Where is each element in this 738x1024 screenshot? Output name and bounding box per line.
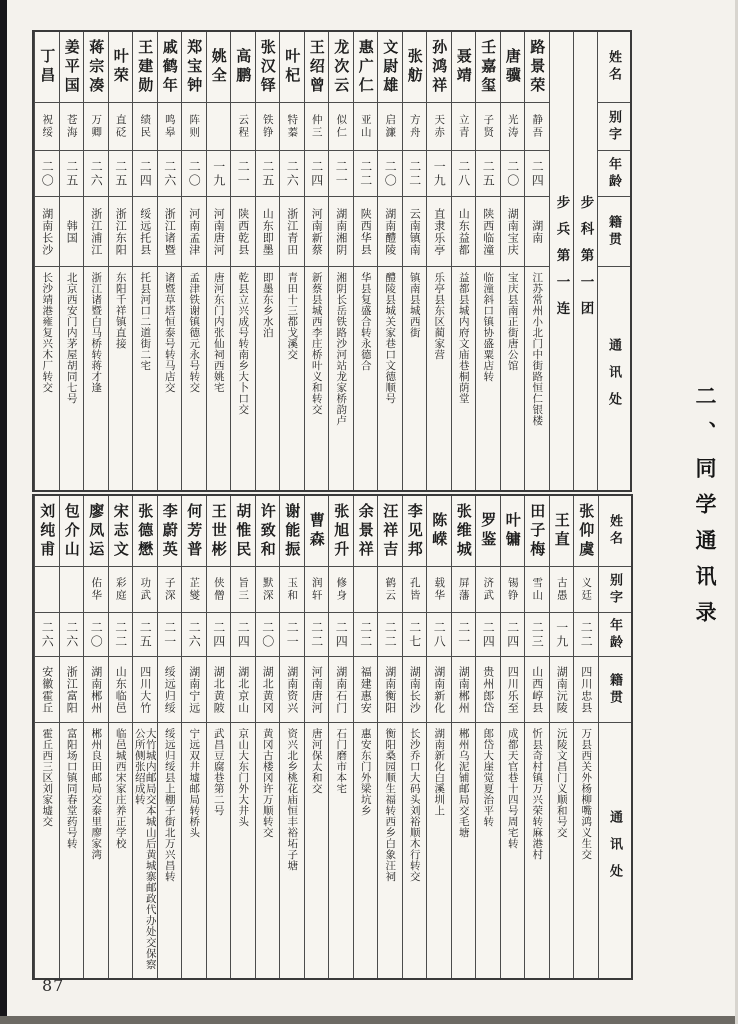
person-name: 蒋宗凑 bbox=[87, 38, 106, 96]
header-courtesy: 别字 bbox=[599, 566, 631, 612]
person-address: 武昌豆腐巷第二号 bbox=[207, 722, 231, 978]
person-address: 万县西关外杨柳嘴鸿义生交 bbox=[574, 722, 598, 978]
person-name: 张舫 bbox=[405, 48, 424, 86]
person-age: 二二 bbox=[354, 612, 378, 656]
person-address: 即墨东乡水泊 bbox=[256, 266, 280, 490]
person-origin: 湖南郴州 bbox=[84, 656, 108, 722]
person-origin: 浙江浦江 bbox=[84, 196, 108, 266]
person-column bbox=[524, 32, 549, 490]
person-column bbox=[279, 32, 304, 490]
person-name: 文尉雄 bbox=[381, 38, 400, 96]
person-origin: 湖南资兴 bbox=[280, 656, 304, 722]
person-address: 沅陵文昌门义顺和号交 bbox=[550, 722, 574, 978]
person-column bbox=[206, 496, 231, 978]
person-age: 二一 bbox=[452, 612, 476, 656]
person-origin: 云南镇南 bbox=[403, 196, 427, 266]
person-age: 二〇 bbox=[501, 150, 525, 196]
person-age: 二六 bbox=[84, 150, 108, 196]
person-age: 二六 bbox=[60, 612, 84, 656]
page-number: 87 bbox=[42, 976, 65, 995]
person-column bbox=[83, 32, 108, 490]
person-origin: 河南唐河 bbox=[305, 656, 329, 722]
person-origin: 湖北黄冈 bbox=[256, 656, 280, 722]
scan-edge-bottom bbox=[0, 1016, 738, 1024]
top-header-column bbox=[597, 32, 630, 490]
person-name: 宋志文 bbox=[111, 502, 130, 560]
header-origin: 籍贯 bbox=[599, 656, 631, 722]
person-name: 王绍曾 bbox=[307, 38, 326, 96]
person-origin: 湖南新化 bbox=[427, 656, 451, 722]
person-name: 谢能振 bbox=[283, 502, 302, 560]
person-column bbox=[206, 32, 231, 490]
person-name: 廖凤运 bbox=[87, 502, 106, 560]
person-courtesy-name: 鸣皋 bbox=[158, 102, 182, 150]
person-name: 张旭升 bbox=[332, 502, 351, 560]
person-column bbox=[181, 32, 206, 490]
bottom-roster-table bbox=[32, 494, 633, 980]
person-address: 宁远双井墟邮局转桥头 bbox=[182, 722, 206, 978]
person-address: 唐河东门内张仙祠西姚宅 bbox=[207, 266, 231, 490]
person-column bbox=[255, 32, 280, 490]
person-age: 二六 bbox=[280, 150, 304, 196]
person-column bbox=[59, 496, 84, 978]
person-address: 湘阴长岳铁路沙河站龙家桥韵卢 bbox=[329, 266, 353, 490]
person-column bbox=[353, 496, 378, 978]
person-age: 二五 bbox=[109, 150, 133, 196]
person-origin: 山东即墨 bbox=[256, 196, 280, 266]
person-courtesy-name: 锡铮 bbox=[501, 566, 525, 612]
person-courtesy-name: 亚山 bbox=[354, 102, 378, 150]
person-address: 浙江诸暨白马桥转蒋才逢 bbox=[84, 266, 108, 490]
person-name: 汪祥吉 bbox=[381, 502, 400, 560]
person-address: 衡阳桑园顺生福转西乡白象汪祠 bbox=[378, 722, 402, 978]
person-column bbox=[157, 32, 182, 490]
person-column bbox=[328, 496, 353, 978]
person-origin: 绥远归绥 bbox=[158, 656, 182, 722]
person-origin: 浙江东阳 bbox=[109, 196, 133, 266]
person-address: 富阳场口镇同春堂药号转 bbox=[60, 722, 84, 978]
person-age: 二三 bbox=[525, 612, 549, 656]
person-age: 二六 bbox=[35, 612, 59, 656]
person-courtesy-name bbox=[35, 566, 59, 612]
person-courtesy-name: 载华 bbox=[427, 566, 451, 612]
person-address: 石门磨市本宅 bbox=[329, 722, 353, 978]
person-age: 二〇 bbox=[256, 612, 280, 656]
scan-edge-left bbox=[0, 0, 7, 1024]
person-name: 路景荣 bbox=[528, 38, 547, 96]
person-address: 华县复盛合转永德合 bbox=[354, 266, 378, 490]
person-name: 叶杞 bbox=[283, 48, 302, 86]
person-courtesy-name: 鹤云 bbox=[378, 566, 402, 612]
person-age: 二四 bbox=[476, 612, 500, 656]
person-column bbox=[304, 496, 329, 978]
person-origin: 湖南醴陵 bbox=[378, 196, 402, 266]
bottom-header-column bbox=[598, 496, 631, 978]
person-address: 醴陵县城关家巷口文德顺号 bbox=[378, 266, 402, 490]
person-name: 田子梅 bbox=[528, 502, 547, 560]
person-name: 余景祥 bbox=[356, 502, 375, 560]
unit-column-regiment bbox=[573, 32, 597, 490]
person-age: 一九 bbox=[427, 150, 451, 196]
person-age: 二二 bbox=[109, 612, 133, 656]
person-name: 许致和 bbox=[258, 502, 277, 560]
person-origin: 湖北京山 bbox=[231, 656, 255, 722]
person-origin: 陕西临潼 bbox=[476, 196, 500, 266]
person-age: 二八 bbox=[452, 150, 476, 196]
person-courtesy-name: 默深 bbox=[256, 566, 280, 612]
person-courtesy-name: 绩民 bbox=[133, 102, 157, 150]
person-column bbox=[157, 496, 182, 978]
person-column bbox=[83, 496, 108, 978]
person-courtesy-name: 义廷 bbox=[574, 566, 598, 612]
person-courtesy-name: 孔皆 bbox=[403, 566, 427, 612]
person-name: 王建勋 bbox=[136, 38, 155, 96]
person-name: 郑宝钟 bbox=[185, 38, 204, 96]
person-origin: 四川大竹 bbox=[133, 656, 157, 722]
person-address: 诸暨草塔恒泰号转马店交 bbox=[158, 266, 182, 490]
person-name: 戚鹤年 bbox=[160, 38, 179, 96]
person-age: 二五 bbox=[60, 150, 84, 196]
header-courtesy: 别字 bbox=[598, 102, 630, 150]
person-column bbox=[377, 32, 402, 490]
person-origin: 浙江富阳 bbox=[60, 656, 84, 722]
person-courtesy-name: 仲三 bbox=[305, 102, 329, 150]
person-address: 京山大东门外大井头 bbox=[231, 722, 255, 978]
person-courtesy-name: 润轩 bbox=[305, 566, 329, 612]
top-roster-table bbox=[32, 30, 632, 492]
person-column bbox=[377, 496, 402, 978]
person-name: 叶荣 bbox=[111, 48, 130, 86]
person-age: 一九 bbox=[207, 150, 231, 196]
person-address: 长沙靖港雍复兴木厂转交 bbox=[35, 266, 59, 490]
person-origin: 韩国 bbox=[60, 196, 84, 266]
person-column bbox=[132, 496, 157, 978]
person-age: 二四 bbox=[501, 612, 525, 656]
person-origin: 陕西乾县 bbox=[231, 196, 255, 266]
person-column bbox=[426, 32, 451, 490]
person-courtesy-name: 屏藩 bbox=[452, 566, 476, 612]
person-origin: 河南孟津 bbox=[182, 196, 206, 266]
person-address: 临潼斜口镇协盛粟店转 bbox=[476, 266, 500, 490]
person-courtesy-name: 万卿 bbox=[84, 102, 108, 150]
header-address: 通讯处 bbox=[598, 266, 630, 490]
person-origin: 湖南宁远 bbox=[182, 656, 206, 722]
person-name: 聂靖 bbox=[454, 48, 473, 86]
person-address: 郴州良田邮局交泰里廖家湾 bbox=[84, 722, 108, 978]
person-age: 二一 bbox=[280, 612, 304, 656]
person-courtesy-name bbox=[207, 102, 231, 150]
person-courtesy-name: 云程 bbox=[231, 102, 255, 150]
header-age: 年龄 bbox=[598, 150, 630, 196]
person-age: 二一 bbox=[231, 150, 255, 196]
person-courtesy-name: 子深 bbox=[158, 566, 182, 612]
person-origin: 湖南长沙 bbox=[35, 196, 59, 266]
person-address: 郎岱大崖觉夏治平转 bbox=[476, 722, 500, 978]
person-courtesy-name bbox=[354, 566, 378, 612]
person-origin: 山东益都 bbox=[452, 196, 476, 266]
person-address: 孟津铁谢镇德元永号转交 bbox=[182, 266, 206, 490]
person-address: 乐亭县东区蔺家营 bbox=[427, 266, 451, 490]
person-courtesy-name: 芷燮 bbox=[182, 566, 206, 612]
person-name: 曹森 bbox=[307, 512, 326, 550]
person-name: 叶镛 bbox=[503, 512, 522, 550]
person-origin: 河南唐河 bbox=[207, 196, 231, 266]
person-courtesy-name: 修身 bbox=[329, 566, 353, 612]
person-address: 长沙乔口大码头刘裕顺木行转交 bbox=[403, 722, 427, 978]
person-name: 李蔚英 bbox=[160, 502, 179, 560]
person-name: 何芳普 bbox=[185, 502, 204, 560]
person-courtesy-name: 苍海 bbox=[60, 102, 84, 150]
person-name: 李见邦 bbox=[405, 502, 424, 560]
header-address: 通讯处 bbox=[599, 722, 631, 978]
person-courtesy-name: 功武 bbox=[133, 566, 157, 612]
person-origin: 河南新蔡 bbox=[305, 196, 329, 266]
header-age: 年龄 bbox=[599, 612, 631, 656]
person-age: 二〇 bbox=[35, 150, 59, 196]
person-age: 二八 bbox=[427, 612, 451, 656]
person-address: 资兴北乡桃花庙恒丰裕坧子塘 bbox=[280, 722, 304, 978]
person-address: 乾县立兴成号转南乡大卜口交 bbox=[231, 266, 255, 490]
person-address: 青田十三都戈溪交 bbox=[280, 266, 304, 490]
person-origin: 四川乐至 bbox=[501, 656, 525, 722]
person-address: 江苏常州小北门中街路恒仁银楼 bbox=[525, 266, 549, 490]
person-column bbox=[230, 32, 255, 490]
person-column bbox=[230, 496, 255, 978]
person-column bbox=[132, 32, 157, 490]
person-address: 唐河保太和交 bbox=[305, 722, 329, 978]
person-courtesy-name: 侠僧 bbox=[207, 566, 231, 612]
person-age: 二四 bbox=[133, 150, 157, 196]
person-address: 托县河口二道街二宅 bbox=[133, 266, 157, 490]
person-courtesy-name: 立青 bbox=[452, 102, 476, 150]
person-column bbox=[402, 496, 427, 978]
person-address: 绥远归绥县上棚子街北万兴昌转 bbox=[158, 722, 182, 978]
person-age: 二六 bbox=[158, 150, 182, 196]
person-courtesy-name: 似仁 bbox=[329, 102, 353, 150]
person-courtesy-name: 静吾 bbox=[525, 102, 549, 150]
person-courtesy-name: 彩庭 bbox=[109, 566, 133, 612]
person-column bbox=[451, 496, 476, 978]
person-origin: 山东临邑 bbox=[109, 656, 133, 722]
person-courtesy-name: 特蓁 bbox=[280, 102, 304, 150]
person-origin: 四川忠县 bbox=[574, 656, 598, 722]
unit-company-label: 步兵第一连 bbox=[553, 194, 570, 328]
header-origin: 籍贯 bbox=[598, 196, 630, 266]
person-age: 二二 bbox=[403, 150, 427, 196]
person-address: 湖南新化白溪圳上 bbox=[427, 722, 451, 978]
person-age: 二一 bbox=[329, 150, 353, 196]
person-origin: 山西崞县 bbox=[525, 656, 549, 722]
person-age: 二〇 bbox=[378, 150, 402, 196]
person-name: 张仰虞 bbox=[577, 502, 596, 560]
person-courtesy-name: 方舟 bbox=[403, 102, 427, 150]
person-address: 郴州乌泥铺邮局交毛塘 bbox=[452, 722, 476, 978]
person-age: 二〇 bbox=[182, 150, 206, 196]
unit-regiment-label: 步科第一团 bbox=[577, 194, 594, 328]
person-courtesy-name: 玉和 bbox=[280, 566, 304, 612]
person-origin: 湖南 bbox=[525, 196, 549, 266]
person-name: 唐骥 bbox=[503, 48, 522, 86]
person-origin: 浙江诸暨 bbox=[158, 196, 182, 266]
person-name: 张维城 bbox=[454, 502, 473, 560]
person-courtesy-name: 雪山 bbox=[525, 566, 549, 612]
person-column bbox=[475, 496, 500, 978]
person-column bbox=[549, 496, 574, 978]
person-origin: 福建惠安 bbox=[354, 656, 378, 722]
person-column bbox=[402, 32, 427, 490]
person-name: 张汉铎 bbox=[258, 38, 277, 96]
person-origin: 湖南石门 bbox=[329, 656, 353, 722]
person-name: 张德懋 bbox=[136, 502, 155, 560]
person-address: 黄冈古楼冈许万顺转交 bbox=[256, 722, 280, 978]
person-address: 成都天官巷十四号周宅转 bbox=[501, 722, 525, 978]
person-name: 姚全 bbox=[209, 48, 228, 86]
person-name: 壬嘉玺 bbox=[479, 38, 498, 96]
person-courtesy-name: 佑华 bbox=[84, 566, 108, 612]
person-address: 益都县城内府文庙巷桐荫堂 bbox=[452, 266, 476, 490]
person-origin: 浙江青田 bbox=[280, 196, 304, 266]
person-column bbox=[475, 32, 500, 490]
person-origin: 湖南宝庆 bbox=[501, 196, 525, 266]
person-column bbox=[500, 496, 525, 978]
section-title: 二、同学通讯录 bbox=[693, 385, 718, 637]
person-column bbox=[255, 496, 280, 978]
person-name: 包介山 bbox=[62, 502, 81, 560]
person-age: 二二 bbox=[354, 150, 378, 196]
person-age: 二五 bbox=[256, 150, 280, 196]
person-column bbox=[34, 32, 59, 490]
header-name: 姓名 bbox=[606, 50, 621, 84]
person-column bbox=[500, 32, 525, 490]
person-age: 二二 bbox=[305, 612, 329, 656]
person-courtesy-name: 天赤 bbox=[427, 102, 451, 150]
person-name: 姜平国 bbox=[62, 38, 81, 96]
unit-column-company bbox=[549, 32, 573, 490]
person-name: 王世彬 bbox=[209, 502, 228, 560]
person-courtesy-name: 旨三 bbox=[231, 566, 255, 612]
person-address: 镇南县城西街 bbox=[403, 266, 427, 490]
person-age: 二四 bbox=[207, 612, 231, 656]
person-name: 王直 bbox=[552, 512, 571, 550]
person-origin: 直隶乐亭 bbox=[427, 196, 451, 266]
person-column bbox=[524, 496, 549, 978]
person-name: 孙鸿祥 bbox=[430, 38, 449, 96]
person-courtesy-name bbox=[60, 566, 84, 612]
person-column bbox=[279, 496, 304, 978]
person-column bbox=[108, 32, 133, 490]
person-origin: 湖南衡阳 bbox=[378, 656, 402, 722]
person-column bbox=[304, 32, 329, 490]
person-address: 大竹城内邮局交本城山后黄城寨邮政代办处交保察公所侧张绍成转 bbox=[133, 722, 157, 978]
person-origin: 湖南长沙 bbox=[403, 656, 427, 722]
person-address: 新蔡县城西李庄桥叶义和转交 bbox=[305, 266, 329, 490]
person-courtesy-name: 阵则 bbox=[182, 102, 206, 150]
person-courtesy-name: 济武 bbox=[476, 566, 500, 612]
person-age: 二二 bbox=[574, 612, 598, 656]
person-name: 罗鉴 bbox=[479, 512, 498, 550]
person-origin: 贵州郎岱 bbox=[476, 656, 500, 722]
person-courtesy-name: 古愚 bbox=[550, 566, 574, 612]
person-origin: 安徽霍丘 bbox=[35, 656, 59, 722]
person-origin: 绥远托县 bbox=[133, 196, 157, 266]
person-name: 龙次云 bbox=[332, 38, 351, 96]
person-column bbox=[328, 32, 353, 490]
person-age: 二六 bbox=[182, 612, 206, 656]
person-column bbox=[353, 32, 378, 490]
person-name: 胡惟民 bbox=[234, 502, 253, 560]
person-name: 惠广仁 bbox=[356, 38, 375, 96]
person-age: 二二 bbox=[378, 612, 402, 656]
person-name: 高鹏 bbox=[234, 48, 253, 86]
person-age: 二〇 bbox=[84, 612, 108, 656]
person-age: 二四 bbox=[231, 612, 255, 656]
person-address: 临邑城西宋家庄养正学校 bbox=[109, 722, 133, 978]
person-courtesy-name: 光涛 bbox=[501, 102, 525, 150]
person-column bbox=[573, 496, 598, 978]
person-age: 二五 bbox=[133, 612, 157, 656]
person-age: 二四 bbox=[525, 150, 549, 196]
person-age: 二四 bbox=[329, 612, 353, 656]
person-column bbox=[34, 496, 59, 978]
person-age: 二四 bbox=[305, 150, 329, 196]
person-address: 东阳千祥镇直接 bbox=[109, 266, 133, 490]
person-name: 丁昌 bbox=[38, 48, 57, 86]
person-column bbox=[59, 32, 84, 490]
person-courtesy-name: 铁铮 bbox=[256, 102, 280, 150]
person-column bbox=[181, 496, 206, 978]
person-courtesy-name: 直砭 bbox=[109, 102, 133, 150]
person-name: 陈嵘 bbox=[430, 512, 449, 550]
person-name: 刘纯甫 bbox=[38, 502, 57, 560]
person-age: 二七 bbox=[403, 612, 427, 656]
person-column bbox=[108, 496, 133, 978]
person-origin: 湖南沅陵 bbox=[550, 656, 574, 722]
person-courtesy-name: 启濂 bbox=[378, 102, 402, 150]
header-name: 姓名 bbox=[607, 514, 622, 548]
person-courtesy-name: 子贤 bbox=[476, 102, 500, 150]
person-column bbox=[451, 32, 476, 490]
person-address: 霍丘西三区刘家墟交 bbox=[35, 722, 59, 978]
person-address: 宝庆县南正街唐公馆 bbox=[501, 266, 525, 490]
person-origin: 湖南郴州 bbox=[452, 656, 476, 722]
person-age: 一九 bbox=[550, 612, 574, 656]
person-address: 北京西安门内茅屋胡同七号 bbox=[60, 266, 84, 490]
person-origin: 陕西华县 bbox=[354, 196, 378, 266]
person-column bbox=[426, 496, 451, 978]
person-courtesy-name: 祝绥 bbox=[35, 102, 59, 150]
person-origin: 湖南湘阴 bbox=[329, 196, 353, 266]
person-age: 二一 bbox=[158, 612, 182, 656]
person-address: 惠安东门外梁坑乡 bbox=[354, 722, 378, 978]
person-age: 二五 bbox=[476, 150, 500, 196]
person-address: 忻县奇村镇万兴荣转麻港村 bbox=[525, 722, 549, 978]
person-origin: 湖北黄陂 bbox=[207, 656, 231, 722]
